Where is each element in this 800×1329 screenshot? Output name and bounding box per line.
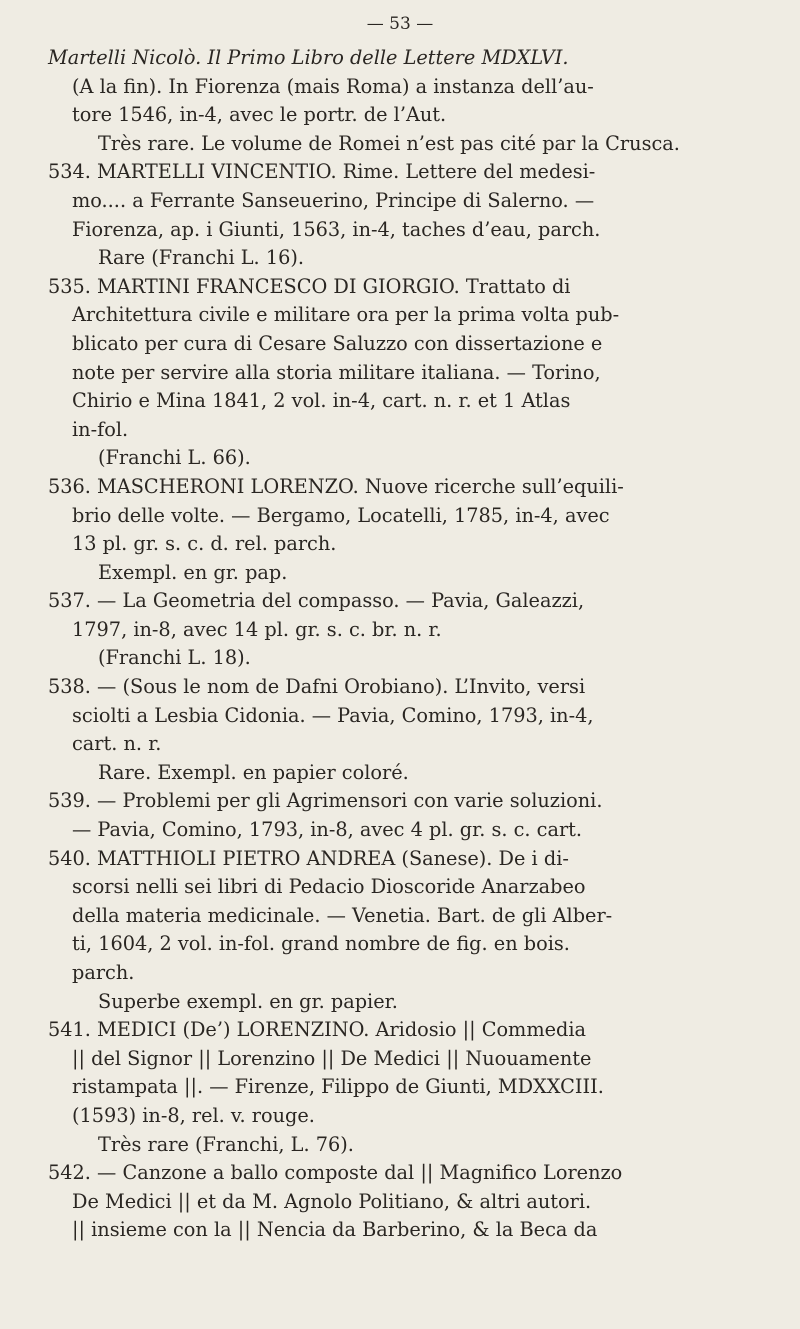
entry-note: Rare (Franchi L. 16). <box>98 246 305 270</box>
entry-heading-line: 541. MEDICI (De’) LORENZINO. Aridosio || Commedia <box>48 1018 587 1042</box>
catalogue-entry <box>48 787 778 844</box>
entry-line: — Pavia, Comino, 1793, in-8, avec 4 pl. gr. s. c. cart. <box>72 818 583 842</box>
entries-column <box>48 44 778 1245</box>
entry-note: (Franchi L. 66). <box>98 446 251 470</box>
catalogue-entry <box>48 273 778 473</box>
entry-heading-line: 537. — La Geometria del compasso. — Pavia, Galeazzi, <box>48 589 585 613</box>
entry-line: scorsi nelli sei libri di Pedacio Dioscoride Anarzabeo <box>72 875 586 899</box>
catalogue-entry <box>48 158 778 272</box>
catalogue-entry <box>48 673 778 787</box>
entry-line: note per servire alla storia militare italiana. — Torino, <box>72 360 601 384</box>
entry-line: 1797, in-8, avec 14 pl. gr. s. c. br. n. r. <box>72 617 442 641</box>
entry-line: ti, 1604, 2 vol. in-fol. grand nombre de fig. en bois. <box>72 932 570 956</box>
catalogue-entry <box>48 44 778 158</box>
entry-line: (A la fin). In Fiorenza (mais Roma) a instanza dell’au- <box>72 74 594 98</box>
entry-line: sciolti a Lesbia Cidonia. — Pavia, Comino, 1793, in-4, <box>72 703 594 727</box>
entry-line: in-fol. <box>72 417 129 441</box>
catalogue-entry <box>48 1159 778 1245</box>
entry-note: Rare. Exempl. en papier coloré. <box>98 760 409 784</box>
entry-line: || del Signor || Lorenzino || De Medici || Nuouamente <box>72 1046 592 1070</box>
entry-line: parch. <box>72 961 135 984</box>
entry-note: Très rare. Le volume de Romei n’est pas cité par la Crusca. <box>98 131 680 155</box>
entry-note: (Franchi L. 18). <box>98 646 251 670</box>
entry-line: Architettura civile e militare ora per la prima volta pub- <box>72 303 620 327</box>
entry-heading-line: 535. MARTINI FRANCESCO DI GIORGIO. Trattato di <box>48 274 571 298</box>
entry-line: 13 pl. gr. s. c. d. rel. parch. <box>72 532 337 556</box>
entry-note: Exempl. en gr. pap. <box>98 560 288 584</box>
page-number: — 53 — <box>366 14 434 34</box>
entry-line: Chirio e Mina 1841, 2 vol. in-4, cart. n. r. et 1 Atlas <box>72 389 571 413</box>
entry-heading-line: 534. MARTELLI VINCENTIO. Rime. Lettere del medesi- <box>48 160 596 184</box>
entry-line: (1593) in-8, rel. v. rouge. <box>72 1103 315 1127</box>
entry-note: Très rare (Franchi, L. 76). <box>98 1132 354 1156</box>
entry-heading-line: 538. — (Sous le nom de Dafni Orobiano). L’Invito, versi <box>48 675 586 699</box>
entry-line: Fiorenza, ap. i Giunti, 1563, in-4, taches d’eau, parch. <box>72 217 601 241</box>
entry-heading-line: 542. — Canzone a ballo composte dal || Magnifico Lorenzo <box>48 1161 623 1185</box>
entry-heading-line: 540. MATTHIOLI PIETRO ANDREA (Sanese). De i di- <box>48 846 569 870</box>
catalogue-entry <box>48 845 778 1017</box>
entry-line: della materia medicinale. — Venetia. Bart. de gli Alber- <box>72 903 613 927</box>
entry-line: brio delle volte. — Bergamo, Locatelli, 1785, in-4, avec <box>72 503 610 527</box>
entry-line: ristampata ||. — Firenze, Filippo de Giunti, MDXXCIII. <box>72 1075 604 1099</box>
entry-heading-line: 536. MASCHERONI LORENZO. Nuove ricerche sull’equili- <box>48 474 624 498</box>
entry-line: || insieme con la || Nencia da Barberino, & la Beca da <box>72 1218 598 1242</box>
catalogue-entry <box>48 587 778 673</box>
entry-line: tore 1546, in-4, avec le portr. de l’Aut. <box>72 103 447 127</box>
entry-line: cart. n. r. <box>72 732 162 756</box>
entry-heading-line: 539. — Problemi per gli Agrimensori con varie soluzioni. <box>48 789 603 813</box>
catalogue-entry <box>48 1016 778 1159</box>
entry-note: Superbe exempl. en gr. papier. <box>98 989 398 1013</box>
entry-line: mo.... a Ferrante Sanseuerino, Principe di Salerno. — <box>72 188 595 212</box>
catalogue-entry <box>48 473 778 587</box>
entry-line: De Medici || et da M. Agnolo Politiano, & altri autori. <box>72 1189 592 1213</box>
entry-line: blicato per cura di Cesare Saluzzo con dissertazione e <box>72 331 603 355</box>
entry-heading-line: Martelli Nicolò. Il Primo Libro delle Lettere MDXLVI. <box>48 46 569 69</box>
